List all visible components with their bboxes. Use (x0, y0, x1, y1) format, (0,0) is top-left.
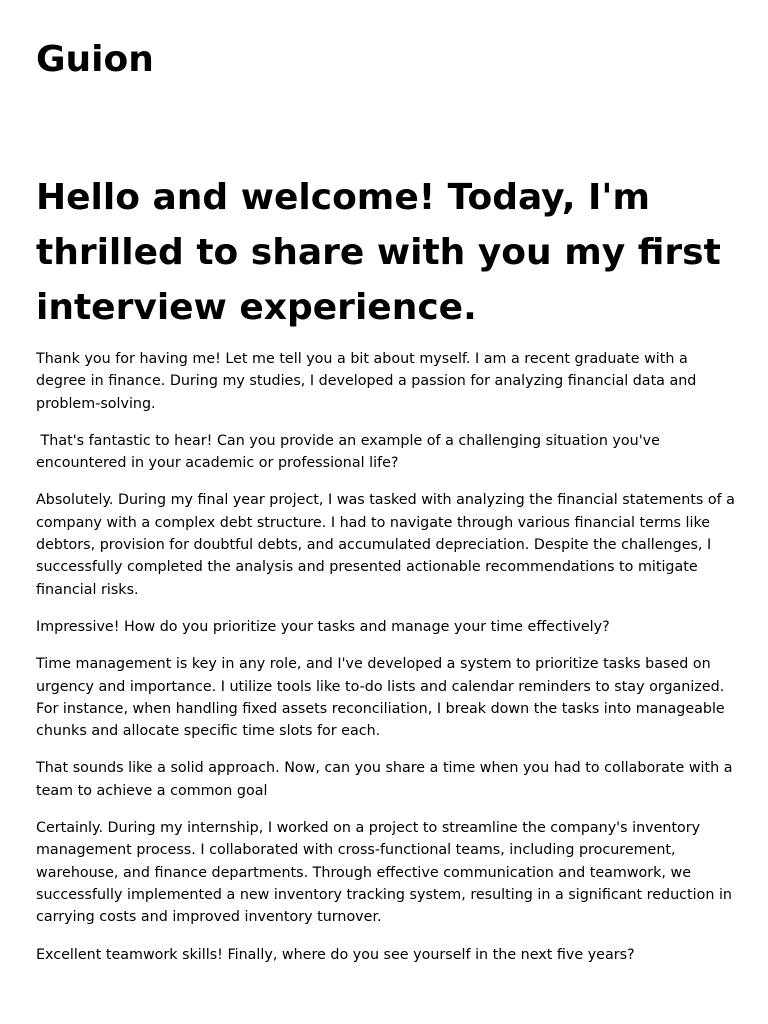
paragraph: Time management is key in any role, and I've developed a system to prioritize tasks based on urgency and importance. I utilize tools like to-do lists and calendar reminders to stay organized. For instance, when handling fixed assets reconciliation, I break down the tasks into manageable chunks and allocate specific time slots for each. (36, 656, 730, 740)
paragraph: Impressive! How do you prioritize your tasks and manage your time effectively? (36, 618, 610, 635)
paragraph: That sounds like a solid approach. Now, can you share a time when you had to collaborate with a team to achieve a common goal (36, 760, 738, 799)
paragraph: Certainly. During my internship, I worked on a project to streamline the company's inventory management process. I collaborated with cross-functional teams, including procurement, warehouse, and finance departments. Through effective communication and teamwork, we successfully implemented a new inventory tracking system, resulting in a significant reduction in carrying costs and improved inventory turnover. (36, 820, 737, 926)
paragraph: That's fantastic to hear! Can you provide an example of a challenging situation you've encountered in your academic or professional life? (36, 432, 665, 472)
paragraph: Absolutely. During my final year project, I was tasked with analyzing the financial statements of a company with a complex debt structure. I had to navigate through various financial terms like debtors, provision for doubtful debts, and accumulated depreciation. Despite the challenges, I successfully completed the analysis and presented actionable recommendations to mitigate financial risks. (36, 492, 740, 598)
paragraph: Excellent teamwork skills! Finally, where do you see yourself in the next five years? (36, 946, 635, 963)
document-body (36, 348, 740, 981)
document-title: Guion (36, 39, 154, 80)
document-headline: Hello and welcome! Today, I'm thrilled to share with you my first interview experience. (36, 177, 721, 328)
paragraph: Thank you for having me! Let me tell you a bit about myself. I am a recent graduate with a degree in finance. During my studies, I developed a passion for analyzing financial data and problem-solving. (36, 351, 701, 412)
